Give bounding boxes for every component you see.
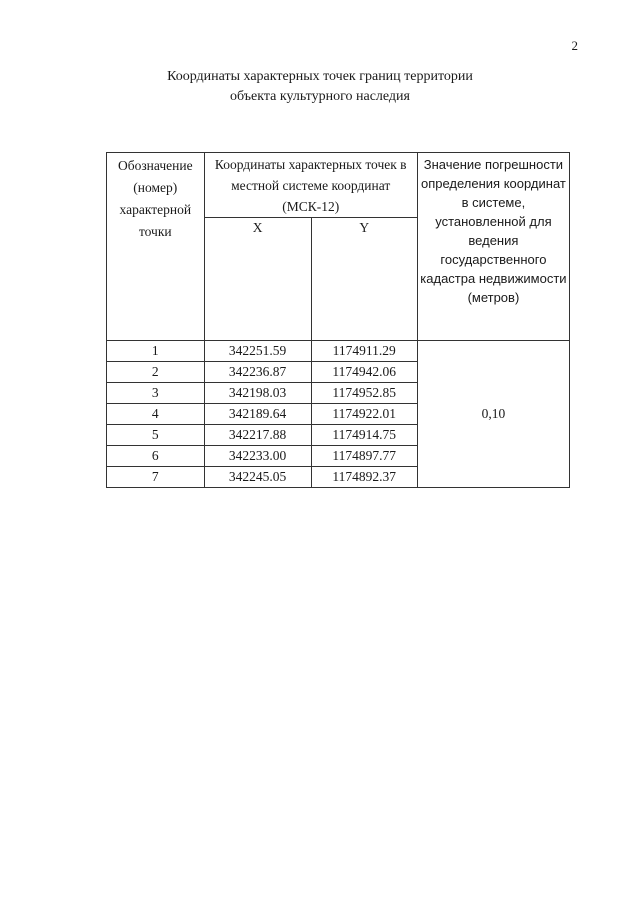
- cell-point: 3: [107, 383, 205, 404]
- cell-y: 1174952.85: [311, 383, 417, 404]
- cell-point: 6: [107, 446, 205, 467]
- cell-y: 1174914.75: [311, 425, 417, 446]
- header-accuracy: Значение погрешности определения координат в системе, установленной для ведения государственного кадастра недвижимости (метров): [417, 153, 569, 341]
- coordinates-table: [106, 152, 570, 488]
- cell-point: 2: [107, 362, 205, 383]
- cell-y: 1174911.29: [311, 341, 417, 362]
- header-point-designation: Обозначение (номер) характерной точки: [107, 153, 205, 341]
- cell-point: 1: [107, 341, 205, 362]
- cell-y: 1174922.01: [311, 404, 417, 425]
- cell-y: 1174892.37: [311, 467, 417, 488]
- cell-point: 4: [107, 404, 205, 425]
- page-number: 2: [571, 38, 578, 53]
- cell-x: 342233.00: [204, 446, 311, 467]
- cell-y: 1174897.77: [311, 446, 417, 467]
- cell-x: 342217.88: [204, 425, 311, 446]
- header-x: X: [204, 218, 311, 341]
- cell-x: 342189.64: [204, 404, 311, 425]
- cell-x: 342245.05: [204, 467, 311, 488]
- cell-point: 5: [107, 425, 205, 446]
- cell-x: 342236.87: [204, 362, 311, 383]
- header-coordinates-group: Координаты характерных точек в местной системе координат (МСК-12): [204, 153, 417, 218]
- cell-point: 7: [107, 467, 205, 488]
- cell-x: 342251.59: [204, 341, 311, 362]
- cell-y: 1174942.06: [311, 362, 417, 383]
- table-row: [107, 341, 570, 362]
- title-line-1: Координаты характерных точек границ территории: [167, 69, 473, 84]
- document-title: [0, 67, 640, 107]
- header-y: Y: [311, 218, 417, 341]
- cell-accuracy-value: 0,10: [417, 341, 569, 488]
- cell-x: 342198.03: [204, 383, 311, 404]
- title-line-2: объекта культурного наследия: [230, 89, 410, 104]
